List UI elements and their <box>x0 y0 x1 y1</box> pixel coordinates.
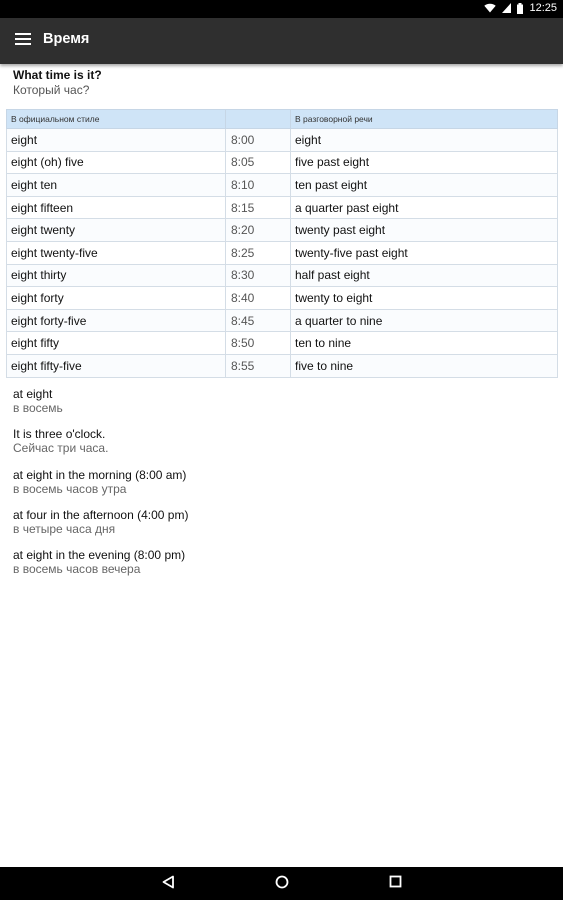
formal-cell: eight thirty <box>7 264 226 287</box>
time-cell: 8:05 <box>226 151 291 174</box>
table-row <box>7 129 558 152</box>
table-row <box>7 354 558 377</box>
colloquial-cell: eight <box>291 129 558 152</box>
time-table <box>6 109 558 378</box>
phrase-list <box>13 387 553 588</box>
recents-button[interactable] <box>386 875 404 893</box>
phrase-english: at four in the afternoon (4:00 pm) <box>13 507 189 522</box>
formal-cell: eight (oh) five <box>7 151 226 174</box>
menu-button[interactable] <box>10 29 36 53</box>
status-bar <box>0 0 563 18</box>
phrase-english: at eight <box>13 387 53 401</box>
app-bar <box>0 18 563 64</box>
colloquial-cell: five past eight <box>291 151 558 174</box>
recents-icon <box>389 875 402 893</box>
colloquial-cell: a quarter to nine <box>291 309 558 332</box>
time-cell: 8:15 <box>226 196 291 219</box>
colloquial-cell: a quarter past eight <box>291 196 558 219</box>
colloquial-cell: twenty-five past eight <box>291 241 558 264</box>
signal-icon <box>502 3 511 13</box>
question-subtitle: Который час? <box>13 83 90 97</box>
table-row <box>7 241 558 264</box>
time-cell: 8:10 <box>226 174 291 197</box>
status-time: 12:25 <box>529 2 557 14</box>
list-item <box>13 387 553 427</box>
time-cell: 8:30 <box>226 264 291 287</box>
home-button[interactable] <box>273 875 291 893</box>
formal-cell: eight twenty <box>7 219 226 242</box>
formal-cell: eight forty <box>7 287 226 310</box>
time-cell: 8:45 <box>226 309 291 332</box>
colloquial-cell: half past eight <box>291 264 558 287</box>
question-title: What time is it? <box>13 68 102 82</box>
table-row <box>7 309 558 332</box>
formal-cell: eight fifty-five <box>7 354 226 377</box>
header-time <box>226 110 291 129</box>
time-cell: 8:50 <box>226 332 291 355</box>
time-cell: 8:00 <box>226 129 291 152</box>
colloquial-cell: twenty past eight <box>291 219 558 242</box>
list-item <box>13 508 553 548</box>
phrase-russian: Сейчас три часа. <box>13 441 109 456</box>
colloquial-cell: ten past eight <box>291 174 558 197</box>
phrase-russian: в четыре часа дня <box>13 521 116 536</box>
table-row <box>7 264 558 287</box>
table-row <box>7 332 558 355</box>
phrase-english: at eight in the evening (8:00 pm) <box>13 548 186 563</box>
time-cell: 8:25 <box>226 241 291 264</box>
list-item <box>13 427 553 467</box>
phrase-russian: в восемь <box>13 401 63 415</box>
status-icons <box>484 2 557 14</box>
time-cell: 8:40 <box>226 287 291 310</box>
table-row <box>7 196 558 219</box>
colloquial-cell: five to nine <box>291 354 558 377</box>
table-row <box>7 151 558 174</box>
colloquial-cell: twenty to eight <box>291 287 558 310</box>
navigation-bar <box>0 867 563 900</box>
table-row <box>7 219 558 242</box>
formal-cell: eight fifteen <box>7 196 226 219</box>
time-cell: 8:20 <box>226 219 291 242</box>
phrase-english: It is three o'clock. <box>13 427 106 442</box>
formal-cell: eight twenty-five <box>7 241 226 264</box>
colloquial-cell: ten to nine <box>291 332 558 355</box>
back-icon <box>161 875 175 894</box>
formal-cell: eight fifty <box>7 332 226 355</box>
home-icon <box>275 875 289 894</box>
table-row <box>7 287 558 310</box>
header-colloquial: В разговорной речи <box>291 110 558 129</box>
list-item <box>13 468 553 508</box>
phrase-english: at eight in the morning (8:00 am) <box>13 467 187 482</box>
formal-cell: eight forty-five <box>7 309 226 332</box>
phrase-russian: в восемь часов вечера <box>13 562 141 577</box>
page-title: Время <box>43 31 90 47</box>
header-formal: В официальном стиле <box>7 110 226 129</box>
list-item <box>13 548 553 588</box>
time-cell: 8:55 <box>226 354 291 377</box>
table-header-row <box>7 110 558 129</box>
formal-cell: eight ten <box>7 174 226 197</box>
wifi-icon <box>484 3 496 13</box>
phrase-russian: в восемь часов утра <box>13 481 127 496</box>
battery-icon <box>517 3 523 14</box>
back-button[interactable] <box>159 875 177 893</box>
formal-cell: eight <box>7 129 226 152</box>
menu-icon <box>15 32 31 50</box>
table-row <box>7 174 558 197</box>
